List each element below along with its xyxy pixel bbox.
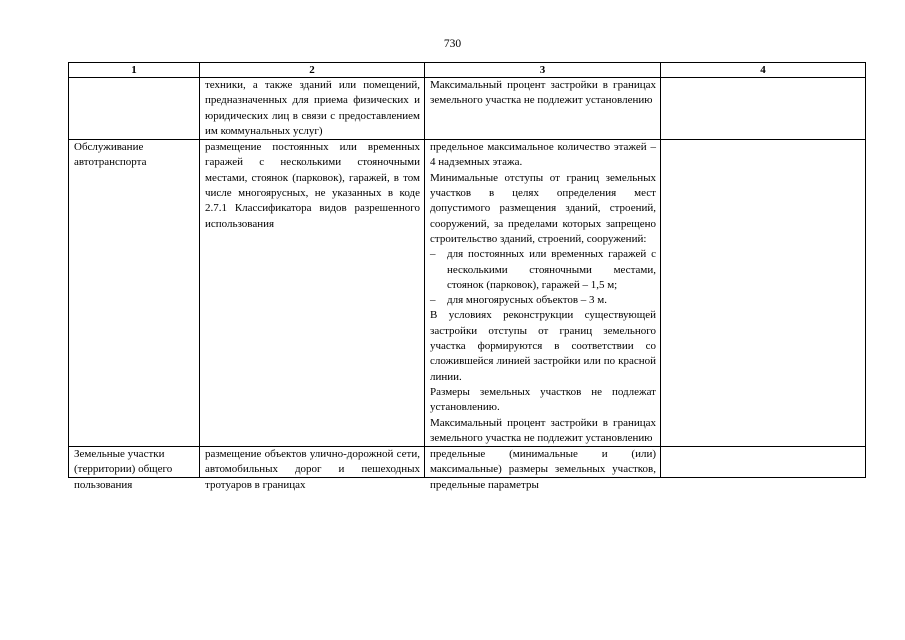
- cell-activity-type: [69, 447, 200, 491]
- parameters-text: Максимальный процент застройки в границах земельного участка не подлежит установлению: [430, 79, 656, 107]
- cell-parameters: [425, 78, 661, 140]
- page-number: 730: [443, 38, 462, 50]
- description-text: размещение постоянных или временных гаражей с несколькими стояночными местами, стоянок (парковок), гаражей, в том числе многоярусных, не указанных в коде 2.7.1 Классификатора видов разрешенного использования: [205, 141, 420, 230]
- bullet-item: – для многоярусных объектов – 3 м.: [430, 293, 656, 308]
- table-row: [69, 78, 866, 140]
- cell-activity-type: [69, 140, 200, 447]
- header-col-1: 1: [69, 63, 200, 78]
- cell-parameters: [425, 140, 661, 447]
- activity-type-text: Земельные участки (территории) общего пользования: [74, 448, 173, 491]
- header-row: [69, 63, 866, 78]
- header-col-3: 3: [425, 63, 661, 78]
- cell-restrictions: [661, 447, 866, 478]
- cell-description: [200, 78, 425, 140]
- cell-parameters: [425, 447, 661, 491]
- table-row: [69, 447, 866, 478]
- description-text: размещение объектов улично-дорожной сети, автомобильных дорог и пешеходных тротуаров в границах: [205, 448, 420, 491]
- parameters-text: Минимальные отступы от границ земельных участков в целях определения мест допустимого размещения зданий, строений, сооружений, за пределами которых запрещено строительство зданий, строений, сооружений:: [430, 171, 656, 245]
- table-row: [69, 140, 866, 447]
- cell-description: [200, 140, 425, 447]
- parameters-text: Размеры земельных участков не подлежат установлению.: [430, 385, 656, 414]
- cell-activity-type: [69, 78, 200, 140]
- cell-restrictions: [661, 78, 866, 140]
- header-col-2: 2: [200, 63, 425, 78]
- zoning-table: [68, 62, 866, 491]
- parameters-text: Максимальный процент застройки в границах земельного участка не подлежит установлению: [430, 416, 656, 444]
- header-col-4: 4: [661, 63, 866, 78]
- activity-type-text: Обслуживание автотранспорта: [74, 141, 147, 169]
- parameters-text: В условиях реконструкции существующей застройки отступы от границ земельного участка формируются в соответствии со сложившейся линией застройки или по красной линии.: [430, 309, 656, 383]
- description-text: техники, а также зданий или помещений, предназначенных для приема физических и юридических лиц в связи с предоставлением им коммунальных услуг): [205, 79, 420, 137]
- cell-restrictions: [661, 140, 866, 447]
- bullet-item: – для постоянных или временных гаражей с несколькими стояночными местами, стоянок (парковок), гаражей – 1,5 м;: [430, 247, 656, 293]
- parameters-text: предельное максимальное количество этажей – 4 надземных этажа.: [430, 141, 656, 169]
- cell-description: [200, 447, 425, 491]
- parameters-text: предельные (минимальные и (или) максимальные) размеры земельных участков, предельные параметры: [430, 448, 656, 491]
